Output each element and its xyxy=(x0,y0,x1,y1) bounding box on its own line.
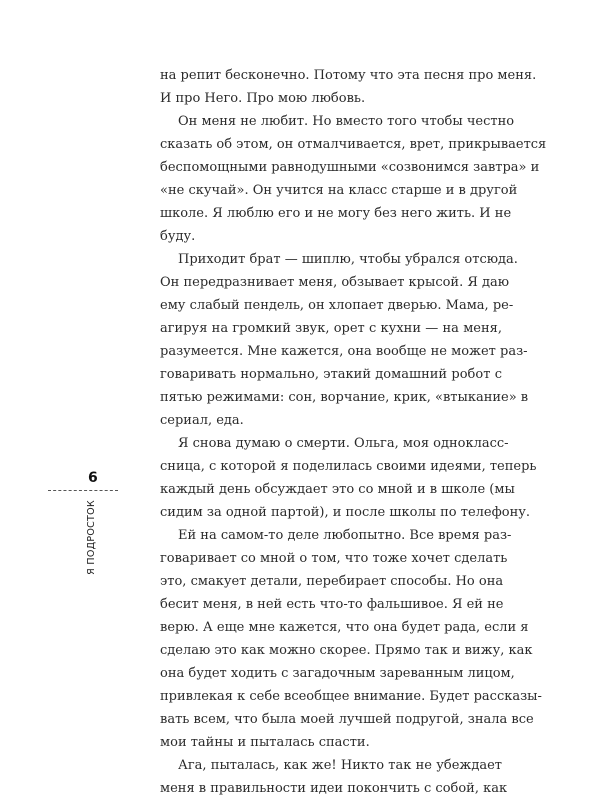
text-line: верю. А еще мне кажется, что она будет рада, если я xyxy=(160,620,529,635)
text-line: говаривать нормально, этакий домашний робот с xyxy=(160,367,502,382)
text-line: И про Него. Про мою любовь. xyxy=(160,91,366,106)
text-line: привлекая к себе всеобщее внимание. Будет рассказы- xyxy=(160,689,542,704)
text-line: агируя на громкий звук, орет с кухни — на меня, xyxy=(160,321,502,336)
text-line: «не скучай». Он учится на класс старше и в другой xyxy=(160,183,518,198)
text-line: Он передразнивает меня, обзывает крысой. Я даю xyxy=(160,275,510,290)
text-line: Ага, пыталась, как же! Никто так не убеждает xyxy=(178,758,502,773)
text-line: вать всем, что была моей лучшей подругой, знала все xyxy=(160,712,534,727)
text-line: сказать об этом, он отмалчивается, врет, прикрывается xyxy=(160,137,547,152)
text-line: на репит бесконечно. Потому что эта песня про меня. xyxy=(160,68,537,83)
text-line: Приходит брат — шиплю, чтобы убрался отсюда. xyxy=(178,252,518,267)
text-line: сериал, еда. xyxy=(160,413,244,428)
text-line: меня в правильности идеи покончить с собой, как xyxy=(160,781,508,796)
text-line: каждый день обсуждает это со мной и в школе (мы xyxy=(160,482,515,497)
text-line: Я снова думаю о смерти. Ольга, моя однокласс- xyxy=(178,436,509,451)
text-line: буду. xyxy=(160,229,196,244)
text-line: говаривает со мной о том, что тоже хочет сделать xyxy=(160,551,508,566)
running-title: Я ПОДРОСТОК xyxy=(86,500,97,575)
text-line: мои тайны и пыталась спасти. xyxy=(160,735,370,750)
text-line: беспомощными равнодушными «созвонимся завтра» и xyxy=(160,160,540,175)
text-line: школе. Я люблю его и не могу без него жить. И не xyxy=(160,206,512,221)
text-line: сидим за одной партой), и после школы по телефону. xyxy=(160,505,531,520)
text-line: бесит меня, в ней есть что-то фальшивое. Я ей не xyxy=(160,597,504,612)
dotted-divider xyxy=(48,490,118,491)
text-line: сделаю это как можно скорее. Прямо так и вижу, как xyxy=(160,643,533,658)
page-number: 6 xyxy=(88,470,98,486)
text-line: Он меня не любит. Но вместо того чтобы честно xyxy=(178,114,515,129)
text-line: пятью режимами: сон, ворчание, крик, «втыкание» в xyxy=(160,390,529,405)
text-line: сница, с которой я поделилась своими идеями, теперь xyxy=(160,459,537,474)
body-text xyxy=(160,64,547,800)
text-line: разумеется. Мне кажется, она вообще не может раз- xyxy=(160,344,528,359)
text-line: она будет ходить с загадочным зареванным лицом, xyxy=(160,666,515,681)
text-line: это, смакует детали, перебирает способы. Но она xyxy=(160,574,504,589)
text-line: Ей на самом-то деле любопытно. Все время раз- xyxy=(178,528,512,543)
text-line: ему слабый пендель, он хлопает дверью. Мама, ре- xyxy=(160,298,514,313)
